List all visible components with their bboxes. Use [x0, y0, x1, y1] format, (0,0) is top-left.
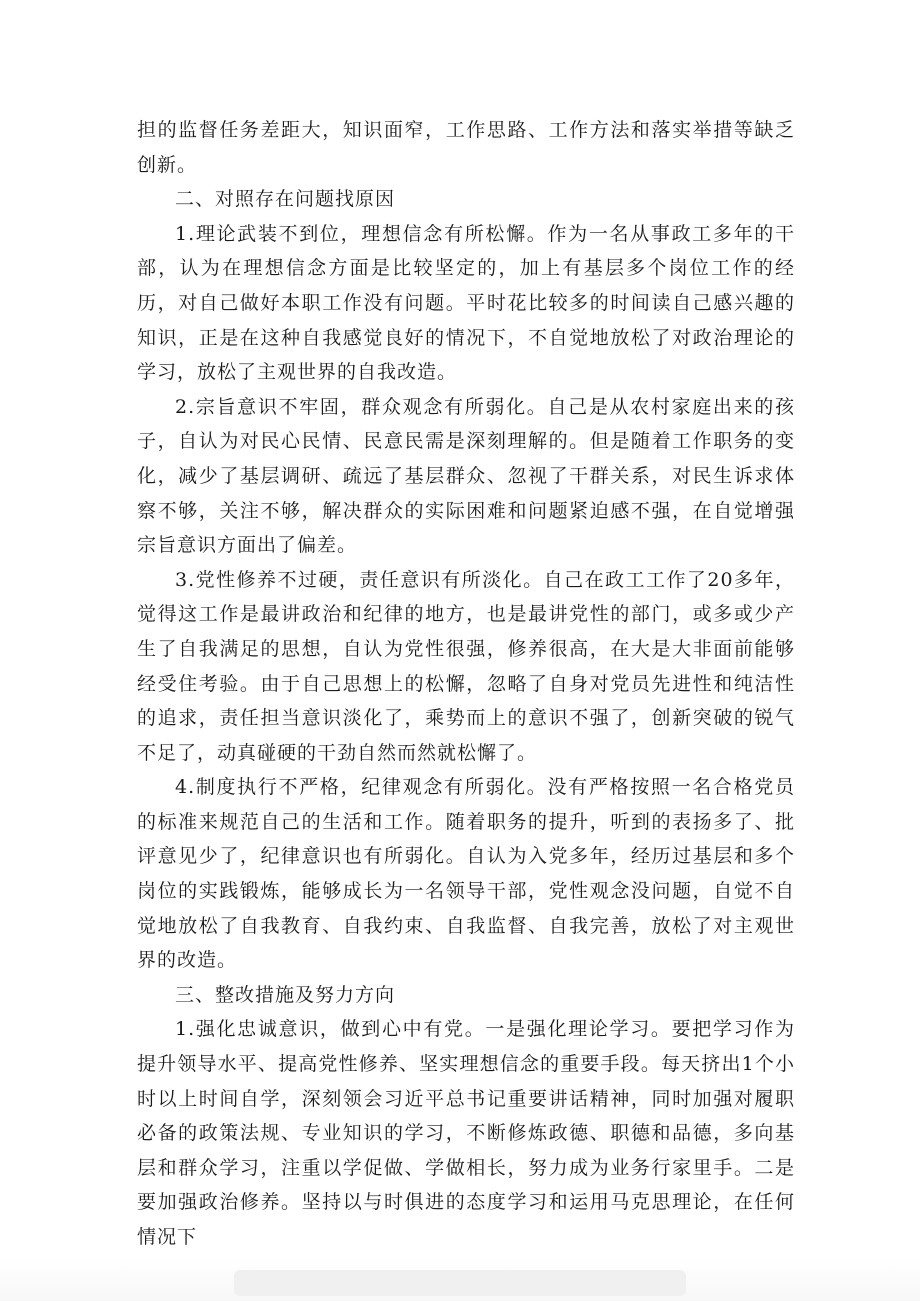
paragraph-cause-1: 1.理论武装不到位，理想信念有所松懈。作为一名从事政工多年的干部，认为在理想信念方面是比较坚定的，加上有基层多个岗位工作的经历，对自己做好本职工作没有问题。平时花比较多的时间读自己感兴趣的知识，正是在这种自我感觉良好的情况下，不自觉地放松了对政治理论的学习，放松了主观世界的自我改造。 [137, 222, 795, 384]
paragraph-cause-4: 4.制度执行不严格，纪律观念有所弱化。没有严格按照一名合格党员的标准来规范自己的生活和工作。随着职务的提升，听到的表扬多了、批评意见少了，纪律意识也有所弱化。自认为入党多年，经历过基层和多个岗位的实践锻炼，能够成长为一名领导干部，党性观念没问题，自觉不自觉地放松了自我教育、自我约束、自我监督、自我完善，放松了对主观世界的改造。 [137, 776, 795, 972]
document-body [137, 113, 795, 1255]
section-heading-3: 三、整改措施及努力方向 [175, 983, 396, 1006]
footer-bar [234, 1270, 686, 1296]
paragraph-cause-2: 2.宗旨意识不牢固，群众观念有所弱化。自己是从农村家庭出来的孩子，自认为对民心民情、民意民需是深刻理解的。但是随着工作职务的变化，减少了基层调研、疏远了基层群众、忽视了干群关系，对民生诉求体察不够，关注不够，解决群众的实际困难和问题紧迫感不强，在自觉增强宗旨意识方面出了偏差。 [137, 395, 795, 557]
paragraph-continued: 担的监督任务差距大，知识面窄，工作思路、工作方法和落实举措等缺乏创新。 [137, 119, 795, 176]
section-heading-2: 二、对照存在问题找原因 [175, 188, 396, 211]
paragraph-cause-3: 3.党性修养不过硬，责任意识有所淡化。自己在政工工作了20多年，觉得这工作是最讲政治和纪律的地方，也是最讲党性的部门，或多或少产生了自我满足的思想，自认为党性很强，修养很高，在大是大非面前能够经受住考验。由于自己思想上的松懈，忽略了自身对党员先进性和纯洁性的追求，责任担当意识淡化了，乘势而上的意识不强了，创新突破的锐气不足了，动真碰硬的干劲自然而然就松懈了。 [137, 568, 795, 764]
paragraph-measure-1: 1.强化忠诚意识，做到心中有党。一是强化理论学习。要把学习作为提升领导水平、提高党性修养、坚实理想信念的重要手段。每天挤出1个小时以上时间自学，深刻领会习近平总书记重要讲话精神，同时加强对履职必备的政策法规、专业知识的学习，不断修炼政德、职德和品德，多向基层和群众学习，注重以学促做、学做相长，努力成为业务行家里手。二是要加强政治修养。坚持以与时俱进的态度学习和运用马克思理论，在任何情况下 [137, 1018, 795, 1248]
